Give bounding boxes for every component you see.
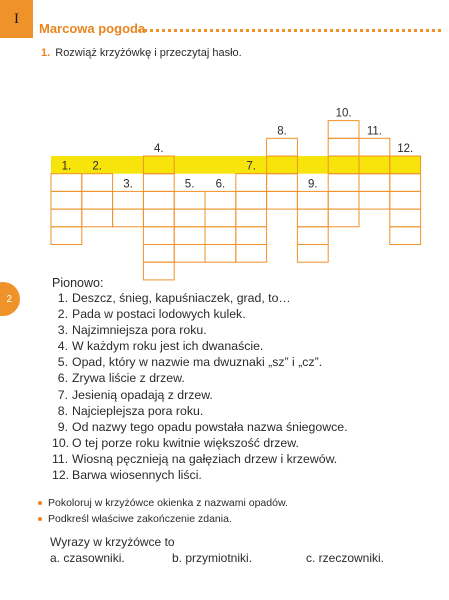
clues-heading: Pionowo: xyxy=(52,276,104,290)
crossword-cell[interactable] xyxy=(390,227,421,245)
clue-item xyxy=(52,323,348,339)
crossword-cell[interactable] xyxy=(143,191,174,209)
crossword-cell[interactable] xyxy=(82,209,113,227)
crossword-cell[interactable] xyxy=(236,209,267,227)
clue-number: 9. xyxy=(57,419,68,434)
password-row-highlight xyxy=(51,156,421,174)
clue-number: 4. xyxy=(57,339,68,354)
crossword-cell[interactable] xyxy=(297,209,328,227)
crossword-cell[interactable] xyxy=(174,227,205,245)
crossword-cell[interactable] xyxy=(82,191,113,209)
clue-item xyxy=(52,339,348,355)
clue-item xyxy=(52,291,348,307)
clue-item xyxy=(52,436,348,452)
clue-text: W każdym roku jest ich dwanaście. xyxy=(72,339,264,354)
crossword-cell[interactable] xyxy=(236,227,267,245)
clue-item xyxy=(52,404,348,420)
crossword-cell[interactable] xyxy=(359,174,390,192)
clue-text: O tej porze roku kwitnie większość drzew. xyxy=(72,435,299,450)
clue-item xyxy=(52,468,348,484)
crossword-cell[interactable] xyxy=(143,227,174,245)
column-number-label: 7. xyxy=(246,160,256,173)
clue-number: 3. xyxy=(57,323,68,338)
clue-item xyxy=(52,371,348,387)
clue-text: Deszcz, śnieg, kapuśniaczek, grad, to… xyxy=(72,291,291,305)
crossword-cell[interactable] xyxy=(51,209,82,227)
crossword-cell[interactable] xyxy=(51,174,82,192)
clue-item xyxy=(52,452,348,468)
column-number-label: 11. xyxy=(366,125,382,138)
column-number-label: 4. xyxy=(154,143,164,155)
instruction-text: Pokoloruj w krzyżówce okienka z nazwami opadów. xyxy=(48,497,288,509)
crossword-cell[interactable] xyxy=(328,121,359,139)
crossword-cell[interactable] xyxy=(174,191,205,209)
crossword-cell[interactable] xyxy=(82,174,113,192)
clue-number: 11. xyxy=(52,451,69,466)
exercise-number: 1. xyxy=(41,47,51,59)
clue-item xyxy=(52,388,348,404)
clue-number: 10. xyxy=(52,435,70,450)
column-number-label: 6. xyxy=(215,178,226,191)
crossword-cell[interactable] xyxy=(143,209,174,227)
crossword-cell[interactable] xyxy=(359,138,390,156)
column-number-label: 10. xyxy=(335,107,352,120)
crossword-cell[interactable] xyxy=(359,191,390,209)
crossword-cell[interactable] xyxy=(143,262,174,280)
crossword-cell[interactable] xyxy=(143,245,174,263)
crossword-cell[interactable] xyxy=(143,174,174,192)
clue-text: Najzimniejsza pora roku. xyxy=(72,323,207,338)
column-number-label: 1. xyxy=(61,160,72,173)
section-title: Marcowa pogoda xyxy=(39,21,146,36)
crossword-cell[interactable] xyxy=(390,174,421,192)
crossword-cell[interactable] xyxy=(267,138,298,156)
instruction-text: Podkreśl właściwe zakończenie zdania. xyxy=(48,513,232,525)
clue-text: Pada w postaci lodowych kulek. xyxy=(72,307,246,322)
column-number-label: 8. xyxy=(277,125,287,138)
crossword-cell[interactable] xyxy=(113,209,144,227)
crossword-cell[interactable] xyxy=(328,209,359,227)
clue-number: 5. xyxy=(57,355,68,370)
crossword-cell[interactable] xyxy=(390,191,421,209)
bullet-icon xyxy=(38,501,42,505)
crossword-cell[interactable] xyxy=(174,245,205,263)
clue-number: 2. xyxy=(57,307,68,322)
crossword-cell[interactable] xyxy=(297,191,328,209)
crossword-cell[interactable] xyxy=(236,174,267,192)
column-number-label: 3. xyxy=(123,178,133,191)
crossword-cell[interactable] xyxy=(328,138,359,156)
crossword-cell[interactable] xyxy=(205,209,236,227)
crossword-cell[interactable] xyxy=(267,191,298,209)
clue-text: Od nazwy tego opadu powstała nazwa śniegowce. xyxy=(72,419,348,434)
clue-number: 12. xyxy=(52,468,70,483)
clue-number: 7. xyxy=(57,387,68,402)
page-number-badge: 2 xyxy=(0,282,20,316)
clue-number: 8. xyxy=(57,403,68,418)
column-number-label: 2. xyxy=(92,160,102,173)
crossword-cell[interactable] xyxy=(390,209,421,227)
clue-item xyxy=(52,420,348,436)
bullet-icon xyxy=(38,517,42,521)
column-number-label: 9. xyxy=(308,178,318,191)
clue-text: Opad, który w nazwie ma dwuznaki „sz” i „cz”. xyxy=(72,355,323,370)
crossword-cell[interactable] xyxy=(51,191,82,209)
crossword-cell[interactable] xyxy=(297,227,328,245)
crossword-cell[interactable] xyxy=(205,191,236,209)
column-number-label: 5. xyxy=(184,178,195,191)
crossword-cell[interactable] xyxy=(51,227,82,245)
exercise-text: Rozwiąż krzyżówkę i przeczytaj hasło. xyxy=(55,47,242,59)
clue-text: Jesienią opadają z drzew. xyxy=(72,387,213,402)
clues-list xyxy=(52,291,348,484)
option-b[interactable]: b. przymiotniki. xyxy=(172,551,253,565)
clue-text: Wiosną pęcznieją na gałęziach drzew i krzewów. xyxy=(72,451,338,466)
crossword-cell[interactable] xyxy=(328,191,359,209)
instruction-item xyxy=(38,497,288,509)
clue-text: Najcieplejsza pora roku. xyxy=(72,403,204,418)
clue-text: Zrywa liście z drzew. xyxy=(72,371,185,386)
column-number-label: 12. xyxy=(397,143,414,155)
crossword-cell[interactable] xyxy=(236,191,267,209)
clue-number: 1. xyxy=(57,291,68,305)
crossword-cell[interactable] xyxy=(113,191,144,209)
option-a[interactable]: a. czasowniki. xyxy=(50,551,125,565)
clue-item xyxy=(52,307,348,323)
crossword-cell[interactable] xyxy=(297,245,328,263)
crossword-cell[interactable] xyxy=(205,227,236,245)
chapter-tab: I xyxy=(0,0,33,38)
option-c[interactable]: c. rzeczowniki. xyxy=(306,551,385,565)
clue-number: 6. xyxy=(57,371,68,386)
crossword-cell[interactable] xyxy=(236,245,267,263)
instruction-item xyxy=(38,513,232,525)
crossword-cell[interactable] xyxy=(174,209,205,227)
clue-text: Barwa wiosennych liści. xyxy=(72,468,202,483)
crossword-cell[interactable] xyxy=(205,245,236,263)
sentence-stem: Wyrazy w krzyżówce to xyxy=(50,535,175,549)
crossword-cell[interactable] xyxy=(267,174,298,192)
crossword-cell[interactable] xyxy=(328,174,359,192)
clue-item xyxy=(52,355,348,371)
